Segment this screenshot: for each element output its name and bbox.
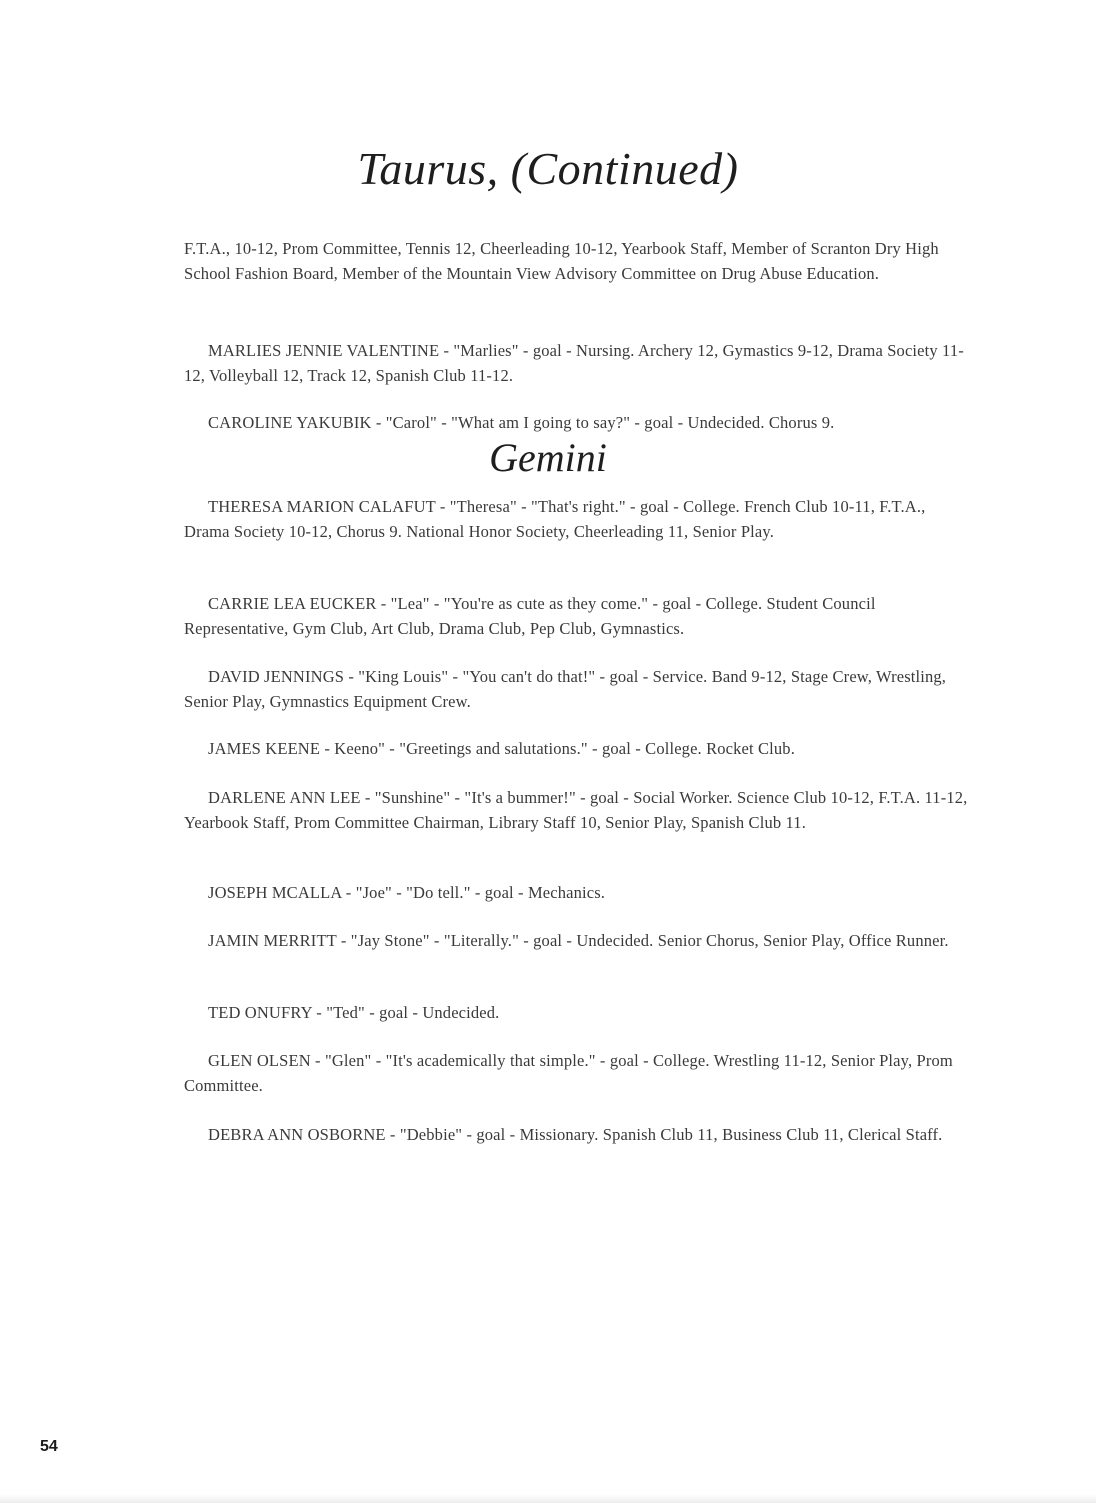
gemini-entry-jennings: DAVID JENNINGS - "King Louis" - "You can't do that!" - goal - Service. Band 9-12, Stage Crew, Wrestling, Senior Play, Gymnastics Equipment Crew. [184,667,947,711]
taurus-entry-valentine: MARLIES JENNIE VALENTINE - "Marlies" - goal - Nursing. Archery 12, Gymastics 9-12, Drama Society 11-12, Volleyball 12, Track 12, Spanish Club 11-12. [184,341,964,385]
gemini-entry-onufry: TED ONUFRY - "Ted" - goal - Undecided. [208,1003,500,1022]
gemini-entry-mcalla: JOSEPH MCALLA - "Joe" - "Do tell." - goal - Mechanics. [208,883,606,902]
page-bottom-edge [0,1494,1096,1503]
gemini-entry-lee: DARLENE ANN LEE - "Sunshine" - "It's a bummer!" - goal - Social Worker. Science Club 10-12, F.T.A. 11-12, Yearbook Staff, Prom Committee Chairman, Library Staff 10, Senior Play, Spanish Club 11. [184,788,968,832]
taurus-entry-continued: F.T.A., 10-12, Prom Committee, Tennis 12, Cheerleading 10-12, Yearbook Staff, Member of Scranton Dry High School Fashion Board, Member of the Mountain View Advisory Committee on Drug Abuse Education. [184,239,939,283]
gemini-entry-eucker: CARRIE LEA EUCKER - "Lea" - "You're as cute as they come." - goal - College. Student Council Representative, Gym Club, Art Club, Drama Club, Pep Club, Gymnastics. [184,594,876,638]
gemini-entry-keene: JAMES KEENE - Keeno" - "Greetings and salutations." - goal - College. Rocket Club. [208,739,795,758]
taurus-entry-yakubik: CAROLINE YAKUBIK - "Carol" - "What am I going to say?" - goal - Undecided. Chorus 9. [208,413,835,432]
gemini-entry-osborne: DEBRA ANN OSBORNE - "Debbie" - goal - Missionary. Spanish Club 11, Business Club 11, Clerical Staff. [208,1125,943,1144]
gemini-entry-merritt: JAMIN MERRITT - "Jay Stone" - "Literally." - goal - Undecided. Senior Chorus, Senior Play, Office Runner. [208,931,949,950]
gemini-entry-calafut: THERESA MARION CALAFUT - "Theresa" - "That's right." - goal - College. French Club 10-11, F.T.A., Drama Society 10-12, Chorus 9. National Honor Society, Cheerleading 11, Senior Play. [184,497,926,541]
taurus-heading: Taurus, (Continued) [357,143,739,194]
gemini-entry-olsen: GLEN OLSEN - "Glen" - "It's academically that simple." - goal - College. Wrestling 11-12, Senior Play, Prom Committee. [184,1051,953,1095]
page-number: 54 [40,1438,58,1455]
gemini-heading: Gemini [489,435,607,480]
